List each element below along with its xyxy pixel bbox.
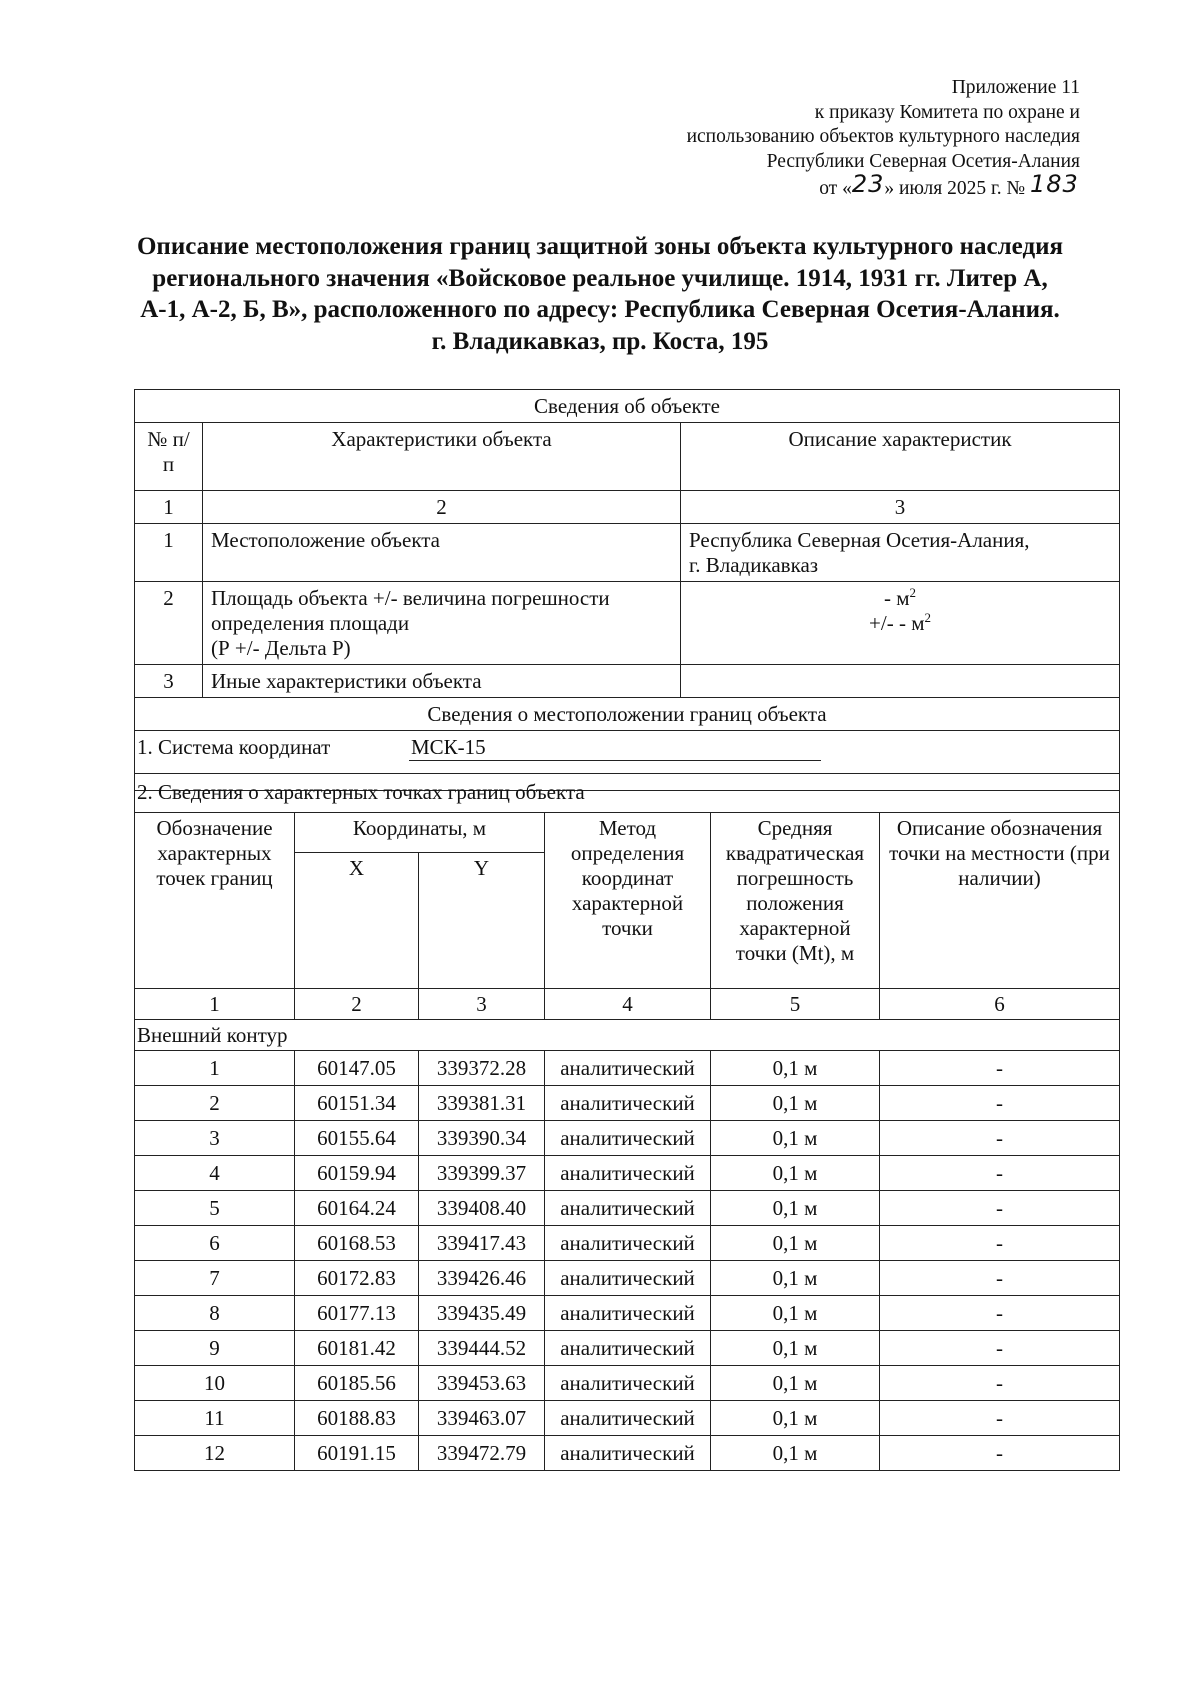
col-header-designation: Обозначение характерных точек границ: [135, 813, 295, 989]
point-y: 339426.46: [419, 1261, 545, 1296]
point-description: -: [880, 1156, 1120, 1191]
area-line-1: Площадь объекта +/- величина погрешности: [211, 586, 610, 610]
point-method: аналитический: [545, 1226, 711, 1261]
table-row: [135, 1331, 1120, 1366]
col-header-coordinates: Координаты, м: [295, 813, 545, 853]
point-number: 9: [135, 1331, 295, 1366]
point-description: -: [880, 1296, 1120, 1331]
location-line-1: Республика Северная Осетия-Алания,: [689, 528, 1030, 552]
point-number: 6: [135, 1226, 295, 1261]
point-error: 0,1 м: [711, 1401, 880, 1436]
point-method: аналитический: [545, 1191, 711, 1226]
handwritten-day: 23: [851, 170, 885, 198]
table-row: [135, 1226, 1120, 1261]
col-header-number: № п/п: [135, 423, 203, 491]
point-error: 0,1 м: [711, 1296, 880, 1331]
point-y: 339435.49: [419, 1296, 545, 1331]
appendix-number: Приложение 11: [951, 77, 1080, 98]
col-header-x: X: [295, 853, 419, 989]
point-x: 60185.56: [295, 1366, 419, 1401]
row-description: [681, 582, 1120, 665]
point-description: -: [880, 1261, 1120, 1296]
point-description: -: [880, 1401, 1120, 1436]
area-value: [689, 586, 1111, 611]
point-error: 0,1 м: [711, 1191, 880, 1226]
point-error: 0,1 м: [711, 1086, 880, 1121]
point-method: аналитический: [545, 1261, 711, 1296]
point-x: 60172.83: [295, 1261, 419, 1296]
point-method: аналитический: [545, 1296, 711, 1331]
point-y: 339417.43: [419, 1226, 545, 1261]
row-description: [681, 665, 1120, 698]
row-characteristic: Иные характеристики объекта: [203, 665, 681, 698]
col-header-point-description: Описание обозначения точки на местности (при наличии): [880, 813, 1120, 989]
point-method: аналитический: [545, 1366, 711, 1401]
appendix-date-line: [560, 170, 1080, 202]
point-error: 0,1 м: [711, 1051, 880, 1086]
coordinate-system-value: МСК-15: [409, 735, 821, 761]
points-section-title: 2. Сведения о характерных точках границ объекта: [135, 774, 1120, 813]
boundary-points-table: [134, 773, 1120, 1471]
area-line-2: определения площади: [211, 611, 410, 635]
point-method: аналитический: [545, 1156, 711, 1191]
table-row: [135, 1051, 1120, 1086]
point-y: 339381.31: [419, 1086, 545, 1121]
index-cell: 5: [711, 989, 880, 1020]
area-error-text: +/- - м: [869, 611, 925, 635]
point-error: 0,1 м: [711, 1436, 880, 1471]
point-method: аналитический: [545, 1086, 711, 1121]
table-row: [135, 1296, 1120, 1331]
point-number: 12: [135, 1436, 295, 1471]
point-number: 8: [135, 1296, 295, 1331]
point-y: 339472.79: [419, 1436, 545, 1471]
object-info-section-title: Сведения об объекте: [135, 390, 1120, 423]
point-y: 339453.63: [419, 1366, 545, 1401]
index-cell: 6: [880, 989, 1120, 1020]
point-error: 0,1 м: [711, 1331, 880, 1366]
table-row: [135, 1156, 1120, 1191]
index-cell: 2: [203, 491, 681, 524]
location-line-2: г. Владикавказ: [689, 553, 819, 577]
point-number: 11: [135, 1401, 295, 1436]
point-x: 60155.64: [295, 1121, 419, 1156]
table-row: [135, 1436, 1120, 1471]
point-error: 0,1 м: [711, 1366, 880, 1401]
point-y: 339408.40: [419, 1191, 545, 1226]
point-error: 0,1 м: [711, 1261, 880, 1296]
point-x: 60164.24: [295, 1191, 419, 1226]
point-y: 339390.34: [419, 1121, 545, 1156]
row-characteristic: [203, 582, 681, 665]
point-description: -: [880, 1086, 1120, 1121]
col-header-method: Метод определения координат характерной точки: [545, 813, 711, 989]
index-cell: 1: [135, 989, 295, 1020]
point-y: 339444.52: [419, 1331, 545, 1366]
point-x: 60188.83: [295, 1401, 419, 1436]
appendix-order-ref: к приказу Комитета по охране и: [814, 101, 1080, 123]
point-description: -: [880, 1436, 1120, 1471]
point-description: -: [880, 1331, 1120, 1366]
row-characteristic: Местоположение объекта: [203, 524, 681, 582]
point-y: 339463.07: [419, 1401, 545, 1436]
point-y: 339399.37: [419, 1156, 545, 1191]
point-description: -: [880, 1051, 1120, 1086]
point-method: аналитический: [545, 1331, 711, 1366]
point-number: 4: [135, 1156, 295, 1191]
point-x: 60177.13: [295, 1296, 419, 1331]
point-error: 0,1 м: [711, 1121, 880, 1156]
point-method: аналитический: [545, 1436, 711, 1471]
index-cell: 2: [295, 989, 419, 1020]
point-x: 60151.34: [295, 1086, 419, 1121]
table-row: [135, 1191, 1120, 1226]
area-line-3: (Р +/- Дельта Р): [211, 636, 351, 660]
point-x: 60181.42: [295, 1331, 419, 1366]
col-header-y: Y: [419, 853, 545, 989]
point-description: -: [880, 1366, 1120, 1401]
appendix-committee: использованию объектов культурного наследия: [686, 126, 1080, 147]
table-row: [135, 1401, 1120, 1436]
point-x: 60168.53: [295, 1226, 419, 1261]
row-number: 3: [135, 665, 203, 698]
point-method: аналитический: [545, 1121, 711, 1156]
appendix-republic: Республики Северная Осетия-Алания: [766, 150, 1080, 172]
table-row: [135, 1121, 1120, 1156]
object-info-table: [134, 389, 1120, 791]
area-error-unit-power: 2: [924, 610, 931, 625]
point-number: 5: [135, 1191, 295, 1226]
row-number: 1: [135, 524, 203, 582]
table-row: [135, 1261, 1120, 1296]
area-value-text: - м: [883, 586, 910, 610]
index-cell: 1: [135, 491, 203, 524]
point-number: 7: [135, 1261, 295, 1296]
appendix-header: [560, 76, 1080, 202]
row-number: 2: [135, 582, 203, 665]
index-cell: 4: [545, 989, 711, 1020]
point-x: 60159.94: [295, 1156, 419, 1191]
handwritten-order-number: 183: [1030, 170, 1079, 198]
table-row: [135, 1366, 1120, 1401]
point-method: аналитический: [545, 1401, 711, 1436]
date-prefix: от «: [819, 178, 852, 199]
document-title: Описание местоположения границ защитной зоны объекта культурного наследия регионального значения «Войсковое реальное училище. 1914, 1931 гг. Литер А, А-1, А-2, Б, В», расположенного по адресу: Республика Северная Осетия-Алания. г. Владикавказ, пр. Коста, 195: [136, 233, 1064, 355]
point-description: -: [880, 1121, 1120, 1156]
row-description: [681, 524, 1120, 582]
coordinate-system-label: 1. Система координат: [137, 735, 331, 759]
point-number: 10: [135, 1366, 295, 1401]
point-number: 2: [135, 1086, 295, 1121]
area-unit-power: 2: [909, 585, 917, 600]
boundary-section-title: Сведения о местоположении границ объекта: [135, 698, 1120, 731]
point-error: 0,1 м: [711, 1156, 880, 1191]
point-description: -: [880, 1226, 1120, 1261]
area-error: [689, 611, 1111, 636]
point-number: 1: [135, 1051, 295, 1086]
index-cell: 3: [681, 491, 1120, 524]
col-header-characteristics: Характеристики объекта: [203, 423, 681, 491]
contour-label: Внешний контур: [135, 1020, 1120, 1051]
point-method: аналитический: [545, 1051, 711, 1086]
date-suffix: » июля 2025 г. №: [884, 178, 1026, 199]
point-number: 3: [135, 1121, 295, 1156]
points-body: [135, 1051, 1120, 1471]
point-description: -: [880, 1191, 1120, 1226]
point-x: 60191.15: [295, 1436, 419, 1471]
point-error: 0,1 м: [711, 1226, 880, 1261]
table-row: [135, 1086, 1120, 1121]
index-cell: 3: [419, 989, 545, 1020]
point-x: 60147.05: [295, 1051, 419, 1086]
point-y: 339372.28: [419, 1051, 545, 1086]
col-header-error: Средняя квадратическая погрешность положения характерной точки (Mt), м: [711, 813, 880, 989]
col-header-description: Описание характеристик: [681, 423, 1120, 491]
